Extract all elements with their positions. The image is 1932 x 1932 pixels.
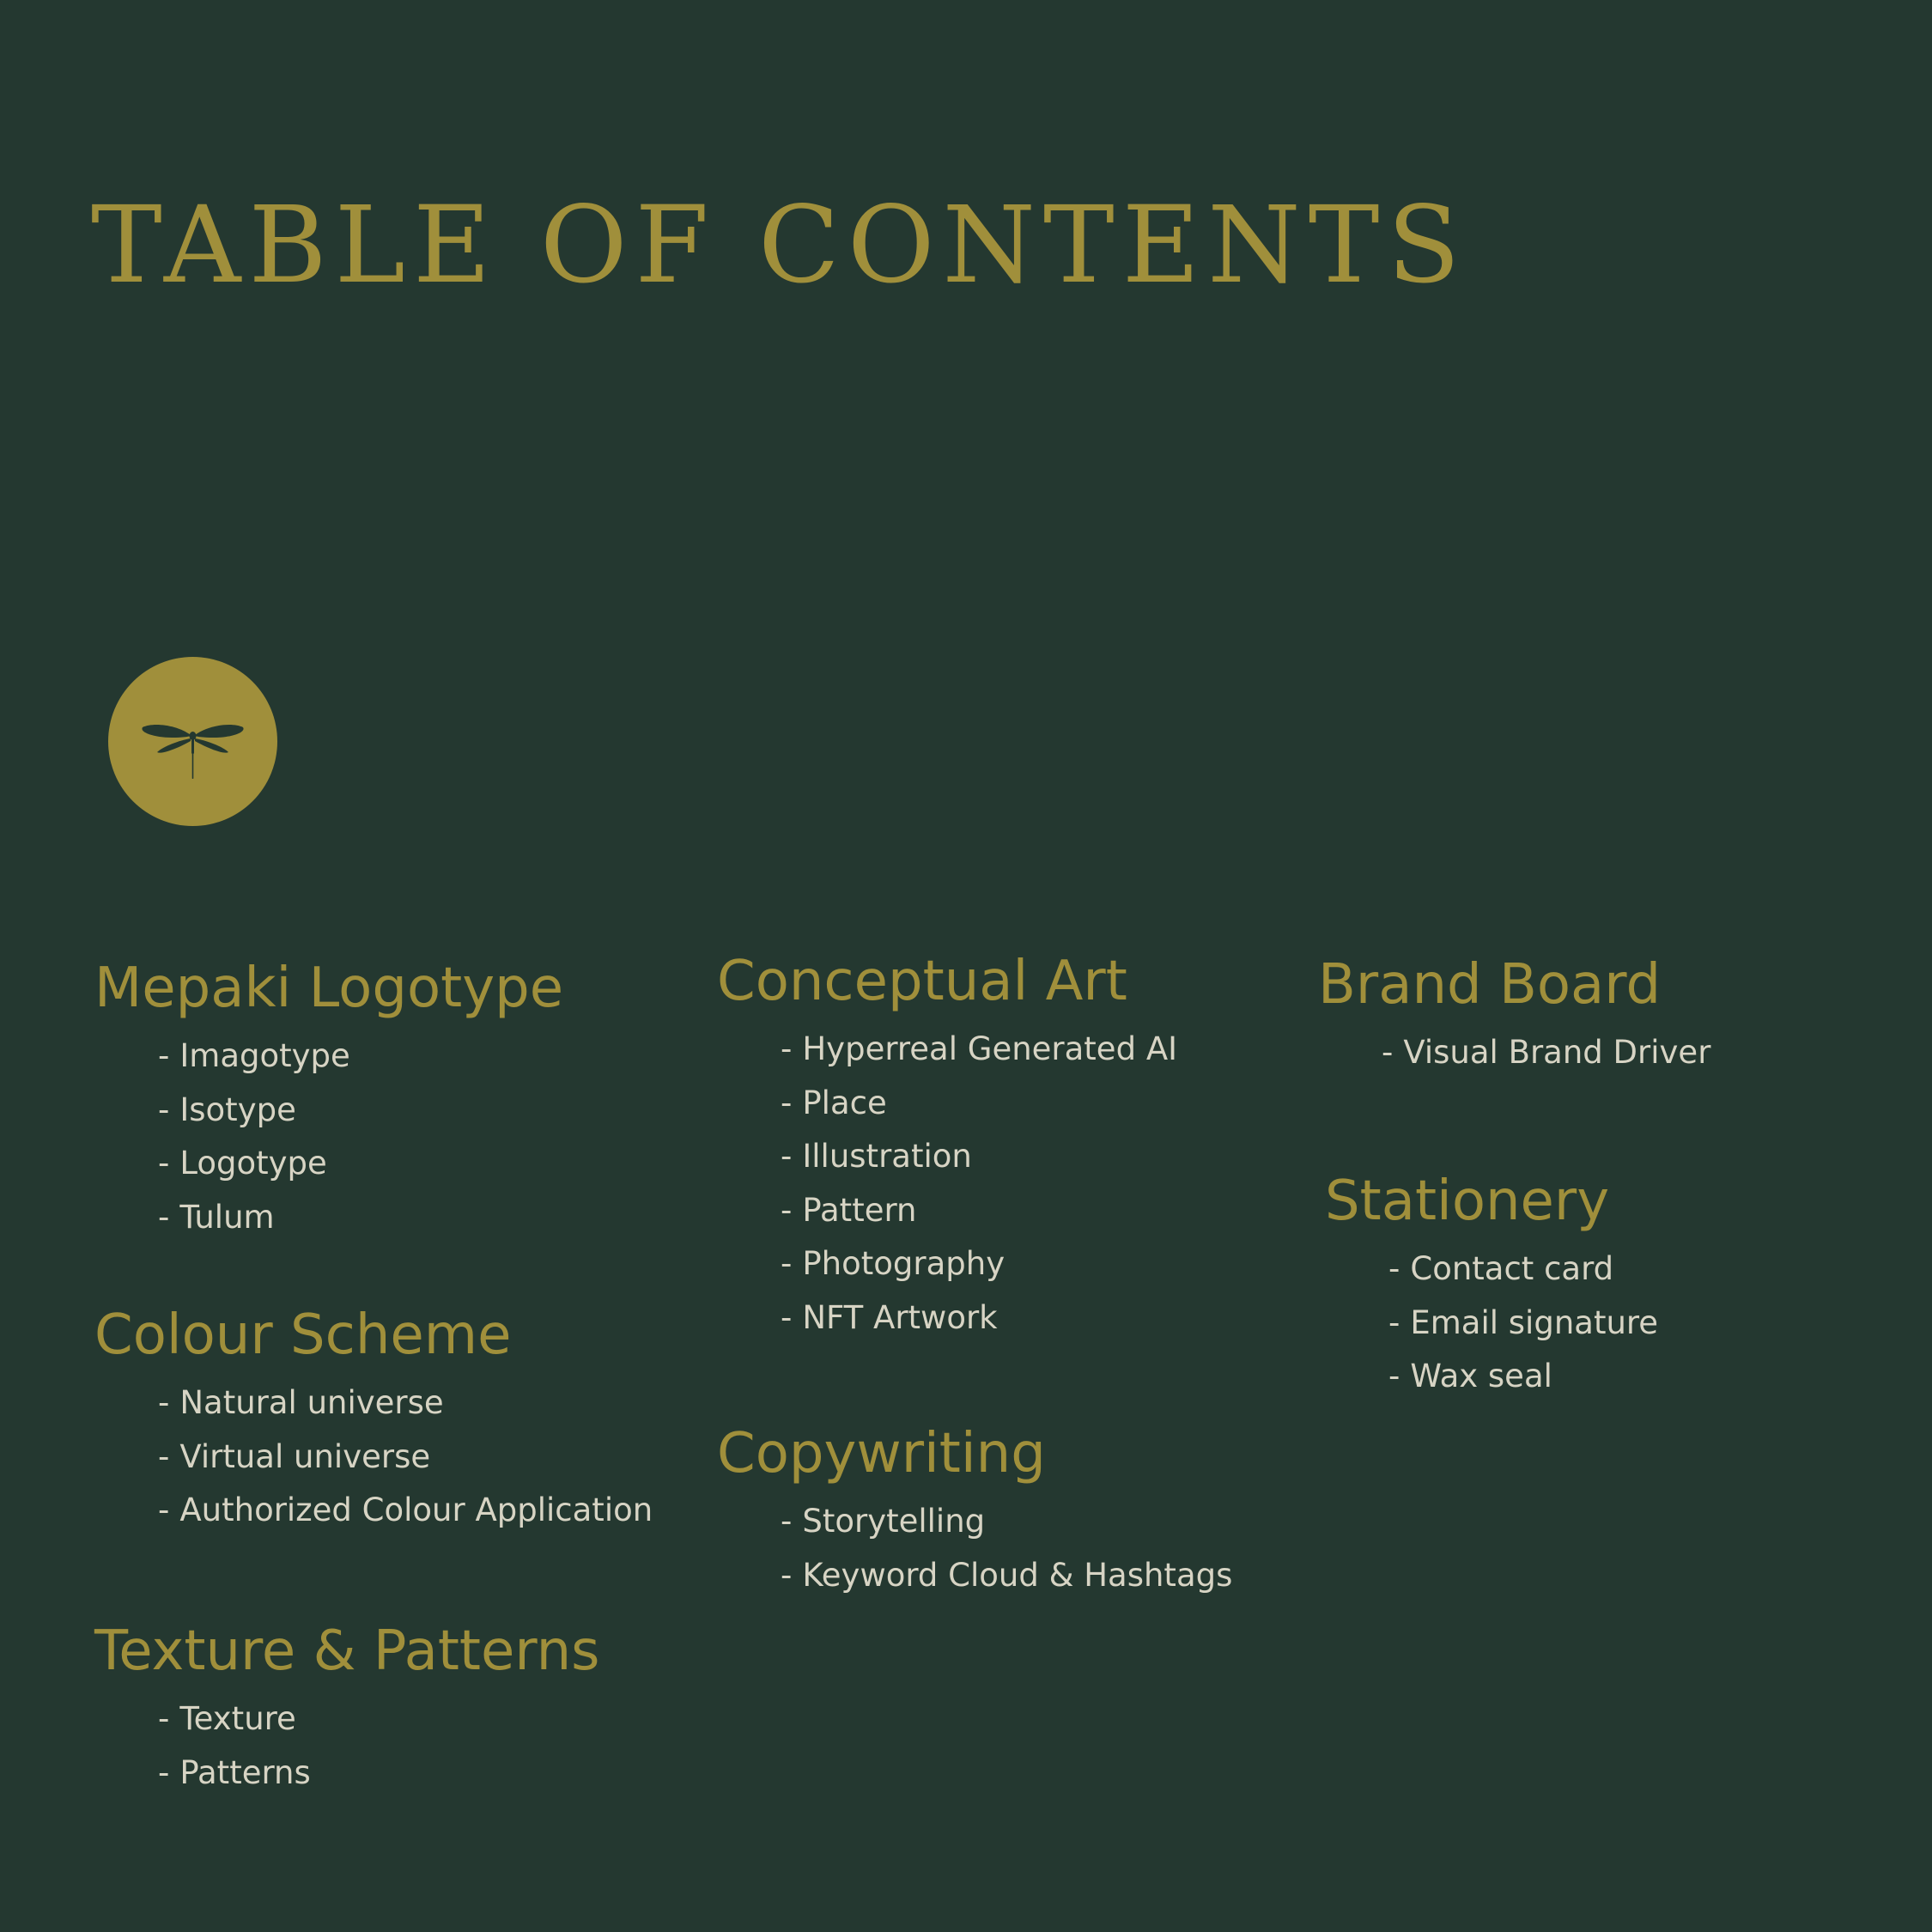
section-heading-brand-board: Brand Board	[1318, 953, 1662, 1017]
dragonfly-icon	[108, 657, 277, 826]
section-texture-patterns	[94, 1613, 599, 1800]
list-item: - Illustration	[781, 1138, 972, 1175]
list-item: - Keyword Cloud & Hashtags	[781, 1556, 1233, 1594]
list-item: - Authorized Colour Application	[158, 1492, 653, 1528]
list-item: - Place	[781, 1084, 887, 1121]
section-colour-scheme	[94, 1297, 653, 1538]
section-stationery	[1325, 1163, 1658, 1404]
section-items-brand-board	[1382, 1026, 1710, 1080]
list-item: - Contact card	[1388, 1250, 1614, 1287]
section-brand-board	[1318, 947, 1710, 1080]
list-item: - Natural universe	[158, 1384, 444, 1421]
section-heading-copywriting: Copywriting	[717, 1422, 1046, 1485]
section-heading-colour-scheme: Colour Scheme	[94, 1303, 512, 1367]
section-items-conceptual-art	[781, 1023, 1177, 1345]
section-heading-logotype: Mepaki Logotype	[94, 957, 564, 1020]
section-heading-stationery: Stationery	[1325, 1170, 1610, 1233]
section-copywriting	[717, 1416, 1232, 1602]
section-items-stationery	[1388, 1242, 1658, 1404]
list-item: - Photography	[781, 1245, 1005, 1282]
list-item: - Wax seal	[1388, 1358, 1552, 1394]
section-heading-conceptual-art: Conceptual Art	[717, 950, 1127, 1013]
list-item: - Isotype	[158, 1091, 296, 1128]
list-item: - Hyperreal Generated AI	[781, 1030, 1178, 1067]
section-items-copywriting	[781, 1495, 1232, 1602]
list-item: - Patterns	[158, 1753, 311, 1791]
list-item: - Logotype	[158, 1145, 327, 1182]
section-conceptual-art	[717, 944, 1177, 1345]
section-items-texture-patterns	[158, 1692, 599, 1800]
list-item: - Pattern	[781, 1191, 917, 1229]
list-item: - Visual Brand Driver	[1382, 1034, 1711, 1071]
section-items-colour-scheme	[158, 1376, 653, 1538]
list-item: - Texture	[158, 1700, 296, 1737]
page-title: TABLE OF CONTENTS	[91, 184, 1468, 307]
section-items-logotype	[158, 1030, 563, 1244]
list-item: - Imagotype	[158, 1037, 350, 1074]
list-item: - NFT Artwork	[781, 1298, 998, 1336]
list-item: - Tulum	[158, 1198, 275, 1236]
list-item: - Storytelling	[781, 1503, 986, 1540]
section-heading-texture-patterns: Texture & Patterns	[94, 1619, 600, 1683]
dragonfly-emblem	[108, 657, 277, 826]
list-item: - Email signature	[1388, 1303, 1659, 1341]
section-logotype	[94, 951, 563, 1244]
list-item: - Virtual universe	[158, 1437, 431, 1475]
